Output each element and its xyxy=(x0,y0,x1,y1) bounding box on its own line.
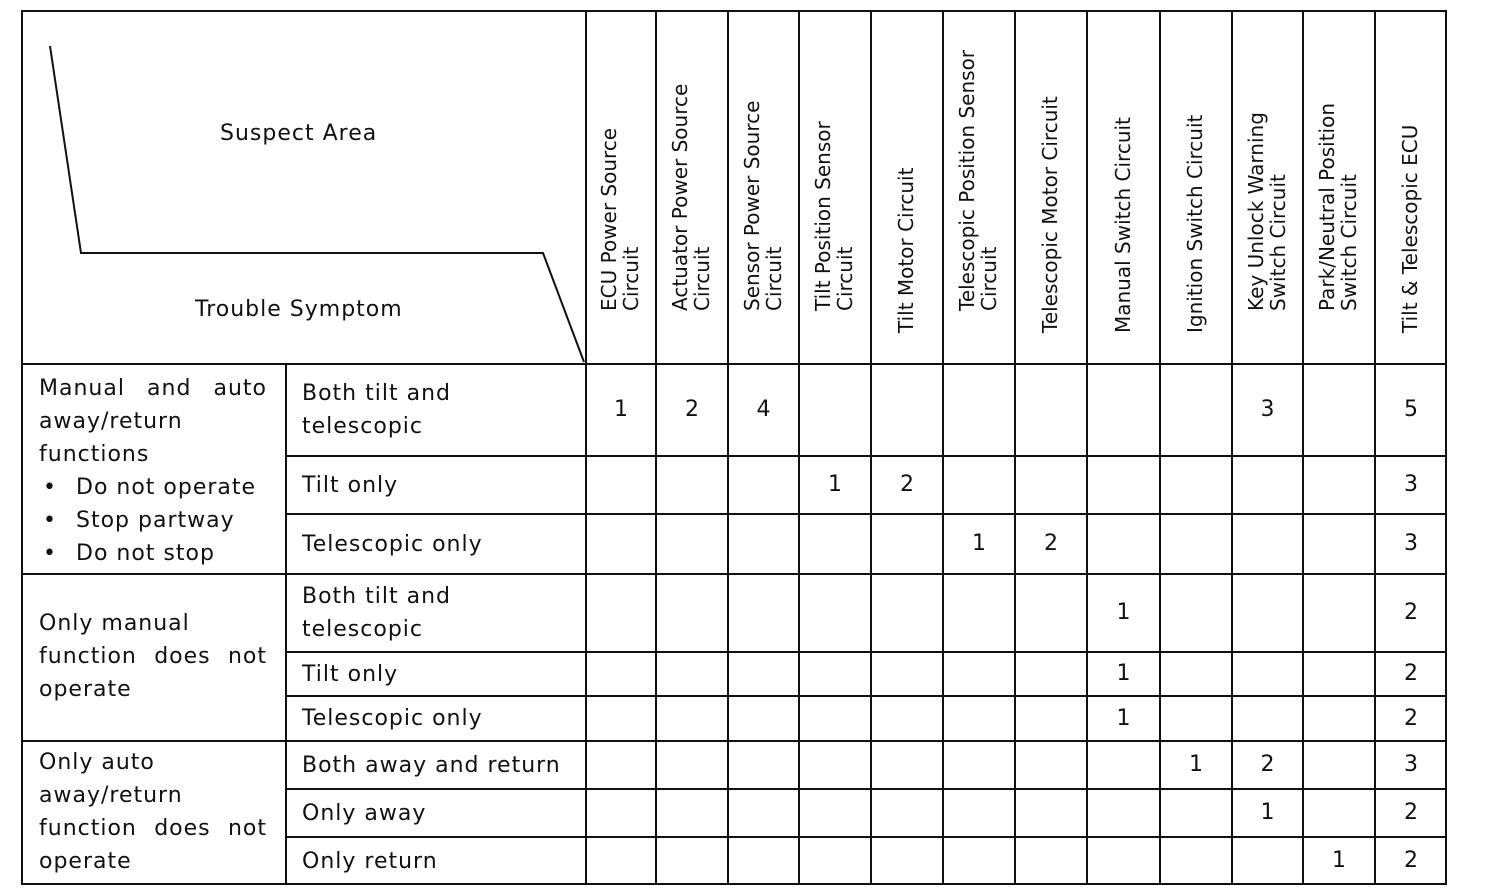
grid-line-vertical xyxy=(21,10,23,885)
column-header-line: Sensor Power Source xyxy=(739,100,764,311)
symptom-group-label xyxy=(39,746,267,878)
trouble-symptom-cell xyxy=(302,580,451,646)
trouble-symptom-line: Only return xyxy=(302,848,438,874)
column-header-line: Tilt Position Sensor xyxy=(811,121,835,311)
suspect-area-label: Suspect Area xyxy=(220,121,378,146)
trouble-symptom-line: Only away xyxy=(302,800,427,826)
grid-line-vertical xyxy=(942,10,944,885)
column-header-line: Tilt & Telescopic ECU xyxy=(1398,124,1422,333)
grid-line-vertical xyxy=(727,10,729,885)
symptom-bullet: • Do not stop xyxy=(39,537,267,570)
trouble-symptom-line: Both tilt and xyxy=(302,381,451,406)
symptom-group-line: away/return xyxy=(39,409,183,434)
symptom-group-line: Only manual xyxy=(39,611,190,636)
symptom-group-line: operate xyxy=(39,677,132,702)
grid-line-horizontal xyxy=(285,651,1447,653)
grid-line-vertical xyxy=(1374,10,1376,885)
trouble-symptom-cell xyxy=(302,702,483,735)
priority-value: 2 xyxy=(1044,531,1058,556)
priority-value: 3 xyxy=(1260,397,1275,422)
priority-value: 3 xyxy=(1404,531,1418,556)
column-header-line: Switch Circuit xyxy=(1337,174,1361,311)
trouble-symptom-cell xyxy=(302,377,451,443)
priority-value: 2 xyxy=(1404,800,1418,825)
grid-line-horizontal xyxy=(285,455,1447,457)
priority-value: 2 xyxy=(1404,848,1418,873)
grid-line-vertical xyxy=(1445,10,1447,885)
priority-value: 3 xyxy=(1404,472,1418,497)
trouble-symptom-line: Both tilt and xyxy=(302,584,451,609)
trouble-symptom-cell xyxy=(302,797,426,830)
priority-value: 1 xyxy=(1116,661,1131,686)
column-header-line: Circuit xyxy=(977,246,1001,311)
priority-value: 1 xyxy=(1116,705,1131,731)
priority-value: 5 xyxy=(1404,397,1418,422)
symptom-bullet: • Do not operate xyxy=(39,471,267,504)
column-header-line: Switch Circuit xyxy=(1265,174,1290,311)
column-header-line: Circuit xyxy=(690,246,714,311)
grid-line-horizontal xyxy=(285,788,1447,790)
trouble-symptom-cell xyxy=(302,749,561,782)
grid-line-vertical xyxy=(1086,10,1088,885)
grid-line-horizontal xyxy=(21,883,1447,885)
symptom-group-line: Manual and auto xyxy=(39,376,267,401)
column-header-line: Circuit xyxy=(619,246,643,311)
priority-value: 3 xyxy=(1404,752,1418,777)
grid-line-vertical xyxy=(870,10,872,885)
trouble-symptom-cell xyxy=(302,845,438,878)
grid-line-horizontal xyxy=(21,363,1447,365)
grid-line-horizontal xyxy=(21,573,1447,575)
symptom-group-line: operate xyxy=(39,849,132,874)
grid-line-vertical xyxy=(1231,10,1233,885)
column-header-line: Telescopic Position Sensor xyxy=(955,49,979,311)
grid-line-vertical xyxy=(1302,10,1304,885)
grid-line-vertical xyxy=(285,363,287,885)
priority-value: 2 xyxy=(1404,600,1418,625)
grid-line-horizontal xyxy=(21,10,1447,12)
trouble-symptom-line: Telescopic only xyxy=(302,531,483,557)
grid-line-vertical xyxy=(798,10,800,885)
trouble-symptom-line: Tilt only xyxy=(302,661,399,687)
priority-value: 1 xyxy=(1332,848,1346,873)
priority-value: 4 xyxy=(756,397,771,422)
priority-value: 1 xyxy=(1189,752,1203,777)
column-header-line: Circuit xyxy=(833,246,857,311)
troubleshooting-table xyxy=(21,10,1447,885)
column-header-line: Actuator Power Source xyxy=(668,83,692,311)
symptom-bullet: • Stop partway xyxy=(39,504,267,537)
trouble-symptom-line: Both away and return xyxy=(302,752,561,778)
priority-value: 2 xyxy=(685,397,699,422)
grid-line-vertical xyxy=(1159,10,1161,885)
priority-value: 1 xyxy=(614,397,628,422)
symptom-group-label xyxy=(39,607,267,706)
priority-value: 2 xyxy=(1260,752,1275,777)
column-header-line: Manual Switch Circuit xyxy=(1110,117,1135,333)
symptom-group-line: functions xyxy=(39,442,150,467)
trouble-symptom-cell xyxy=(302,658,398,691)
trouble-symptom-cell xyxy=(302,469,398,502)
grid-line-horizontal xyxy=(285,836,1447,838)
grid-line-vertical xyxy=(655,10,657,885)
grid-line-horizontal xyxy=(285,513,1447,515)
priority-value: 1 xyxy=(972,531,986,556)
grid-line-vertical xyxy=(585,10,587,885)
priority-value: 2 xyxy=(1404,661,1418,686)
trouble-symptom-line: Telescopic only xyxy=(302,706,483,731)
priority-value: 1 xyxy=(1116,600,1131,625)
grid-line-vertical xyxy=(1014,10,1016,885)
column-header-line: Telescopic Motor Circuit xyxy=(1038,96,1062,333)
symptom-group-line: away/return xyxy=(39,783,183,808)
column-header-line: Tilt Motor Circuit xyxy=(894,167,918,333)
trouble-symptom-line: telescopic xyxy=(302,414,423,439)
priority-value: 2 xyxy=(900,472,914,497)
priority-value: 2 xyxy=(1404,705,1418,731)
trouble-symptom-cell xyxy=(302,528,483,561)
priority-value: 1 xyxy=(828,472,842,497)
column-header-line: Key Unlock Warning xyxy=(1243,112,1268,311)
symptom-group-line: function does not xyxy=(39,644,267,669)
grid-line-horizontal xyxy=(21,740,1447,742)
priority-value: 1 xyxy=(1260,800,1275,825)
grid-line-horizontal xyxy=(285,695,1447,697)
symptom-group-line: function does not xyxy=(39,816,267,841)
symptom-group-line: Only auto xyxy=(39,750,155,775)
trouble-symptom-line: telescopic xyxy=(302,617,423,642)
column-header-line: ECU Power Source xyxy=(597,127,621,311)
column-header-line: Circuit xyxy=(761,246,786,311)
column-header-line: Park/Neutral Position xyxy=(1315,102,1339,311)
trouble-symptom-label: Trouble Symptom xyxy=(195,297,403,322)
symptom-group-label xyxy=(39,372,267,570)
trouble-symptom-line: Tilt only xyxy=(302,472,399,498)
column-header-line: Ignition Switch Circuit xyxy=(1183,114,1207,333)
